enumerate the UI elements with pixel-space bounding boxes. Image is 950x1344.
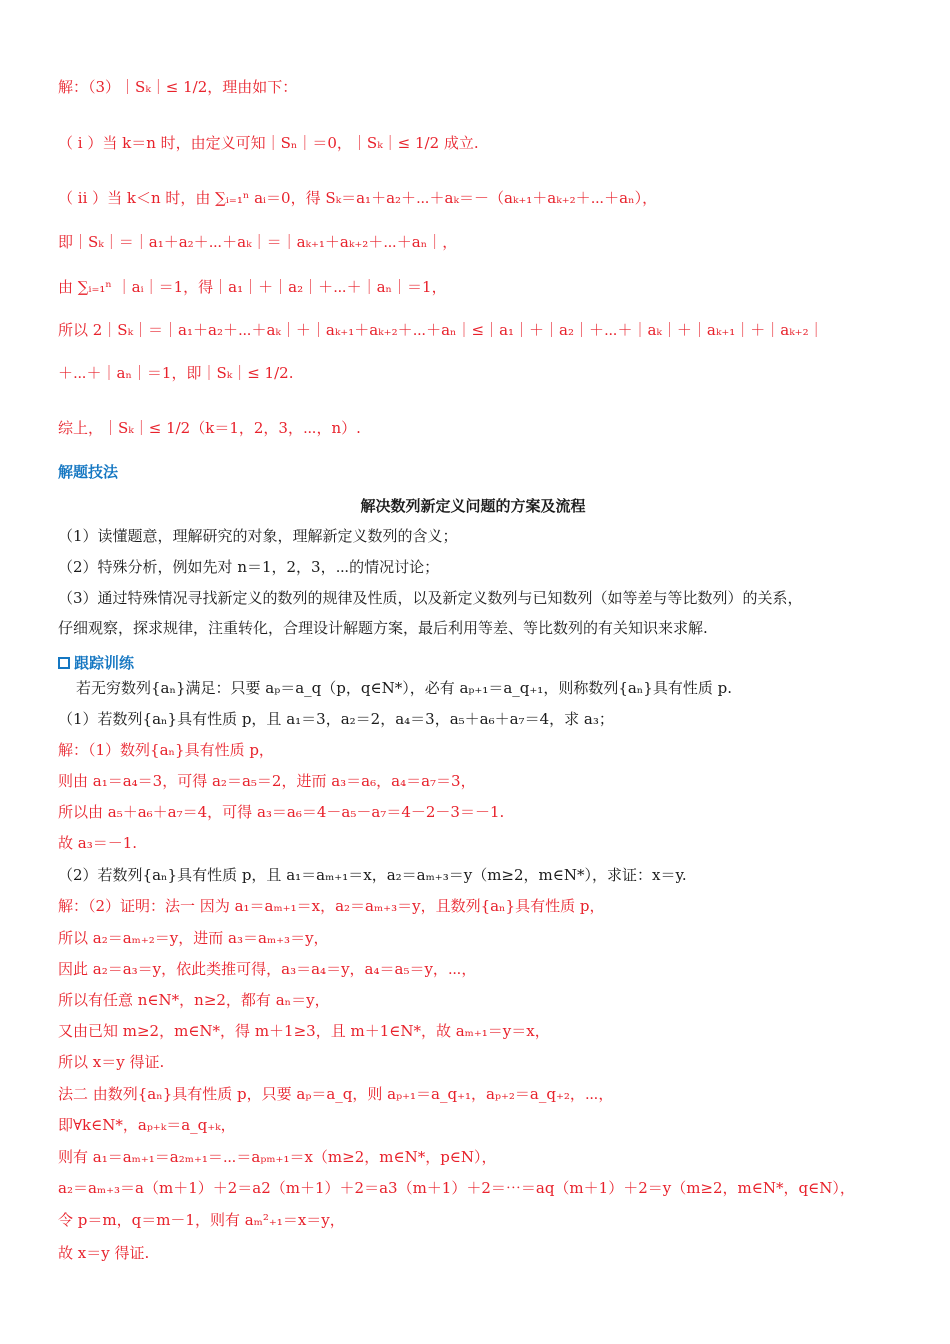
checkbox-square-icon	[58, 657, 70, 669]
solution3-conclusion: 综上，｜Sₖ｜≤ 1/2（k＝1，2，3，⋯，n）.	[58, 419, 361, 437]
practice-solution-2f: 所以 x＝y 得证.	[58, 1053, 165, 1071]
practice-solution-1b: 则由 a₁＝a₄＝3，可得 a₂＝a₅＝2，进而 a₃＝a₆，a₄＝a₇＝3，	[58, 772, 476, 790]
practice-solution-2e: 又由已知 m≥2，m∈N*，得 m＋1≥3，且 m＋1∈N*，故 aₘ₊₁＝y＝x，	[58, 1022, 550, 1040]
practice-heading-text: 跟踪训练	[74, 654, 135, 672]
practice-solution-2d: 所以有任意 n∈N*，n≥2，都有 aₙ＝y，	[58, 991, 330, 1009]
practice-solution-2b: 所以 a₂＝aₘ₊₂＝y，进而 a₃＝aₘ₊₃＝y，	[58, 929, 329, 947]
technique-step-2: （2）特殊分析，例如先对 n＝1，2，3，⋯的情况讨论；	[58, 558, 440, 576]
technique-step-3-cont: 仔细观察，探求规律，注重转化，合理设计解题方案，最后利用等差、等比数列的有关知识来求解.	[58, 619, 708, 637]
technique-heading: 解题技法	[58, 463, 119, 481]
practice-question-2: （2）若数列{aₙ}具有性质 p，且 a₁＝aₘ₊₁＝x，a₂＝aₘ₊₃＝y（m≥2，m∈N*），求证：x＝y.	[58, 866, 687, 884]
technique-step-3: （3）通过特殊情况寻找新定义的数列的规律及性质，以及新定义数列与已知数列（如等差与等比数列）的关系，	[58, 589, 803, 607]
practice-solution-2h: 即∀k∈N*，aₚ₊ₖ＝a_q₊ₖ，	[58, 1116, 236, 1134]
solution3-line-ineq-cont: ＋⋯＋｜aₙ｜＝1，即｜Sₖ｜≤ 1/2.	[58, 364, 294, 382]
practice-solution-2c: 因此 a₂＝a₃＝y，依此类推可得，a₃＝a₄＝y，a₄＝a₅＝y，⋯，	[58, 960, 477, 978]
practice-solution-1c: 所以由 a₅＋a₆＋a₇＝4，可得 a₃＝a₆＝4－a₅－a₇＝4－2－3＝－1.	[58, 803, 505, 821]
practice-stem: 若无穷数列{aₙ}满足：只要 aₚ＝a_q（p，q∈N*），必有 aₚ₊₁＝a_q₊₁，则称数列{aₙ}具有性质 p.	[76, 679, 732, 697]
solution3-line-abs: 即｜Sₖ｜＝｜a₁＋a₂＋⋯＋aₖ｜＝｜aₖ₊₁＋aₖ₊₂＋⋯＋aₙ｜，	[58, 233, 458, 251]
solution3-line-sum: 由 ∑ᵢ₌₁ⁿ ｜aᵢ｜＝1，得｜a₁｜＋｜a₂｜＋⋯＋｜aₙ｜＝1，	[58, 278, 447, 296]
practice-solution-1a: 解：（1）数列{aₙ}具有性质 p，	[58, 741, 274, 759]
practice-heading	[58, 652, 134, 674]
practice-solution-2j: a₂＝aₘ₊₃＝a（m＋1）＋2＝a2（m＋1）＋2＝a3（m＋1）＋2＝⋯＝aq（m＋1）＋2＝y（m≥2，m∈N*，q∈N），	[58, 1179, 855, 1197]
practice-solution-2a: 解：（2）证明：法一 因为 a₁＝aₘ₊₁＝x，a₂＝aₘ₊₃＝y，且数列{aₙ}具有性质 p，	[58, 897, 605, 915]
practice-solution-2k: 令 p＝m，q＝m－1，则有 aₘ²₊₁＝x＝y，	[58, 1211, 345, 1229]
solution3-line-ineq: 所以 2｜Sₖ｜＝｜a₁＋a₂＋⋯＋aₖ｜＋｜aₖ₊₁＋aₖ₊₂＋⋯＋aₙ｜≤｜a₁｜＋｜a₂｜＋⋯＋｜aₖ｜＋｜aₖ₊₁｜＋｜aₖ₊₂｜	[58, 321, 824, 339]
practice-solution-1d: 故 a₃＝－1.	[58, 834, 138, 852]
practice-solution-2l: 故 x＝y 得证.	[58, 1244, 150, 1262]
solution3-case-i: （ i ）当 k＝n 时，由定义可知｜Sₙ｜＝0，｜Sₖ｜≤ 1/2 成立.	[58, 134, 479, 152]
solution3-intro: 解：（3）｜Sₖ｜≤ 1/2，理由如下：	[58, 78, 298, 96]
practice-question-1: （1）若数列{aₙ}具有性质 p，且 a₁＝3，a₂＝2，a₄＝3，a₅＋a₆＋a₇＝4，求 a₃；	[58, 710, 614, 728]
technique-subtitle: 解决数列新定义问题的方案及流程	[360, 497, 586, 515]
practice-solution-2g: 法二 由数列{aₙ}具有性质 p，只要 aₚ＝a_q，则 aₚ₊₁＝a_q₊₁，aₚ₊₂＝a_q₊₂，⋯，	[58, 1085, 614, 1103]
solution3-case-ii: （ ii ）当 k＜n 时，由 ∑ᵢ₌₁ⁿ aᵢ＝0，得 Sₖ＝a₁＋a₂＋⋯＋aₖ＝－（aₖ₊₁＋aₖ₊₂＋⋯＋aₙ），	[58, 189, 658, 207]
technique-step-1: （1）读懂题意，理解研究的对象，理解新定义数列的含义；	[58, 527, 458, 545]
practice-solution-2i: 则有 a₁＝aₘ₊₁＝a₂ₘ₊₁＝⋯＝aₚₘ₊₁＝x（m≥2，m∈N*，p∈N），	[58, 1148, 497, 1166]
